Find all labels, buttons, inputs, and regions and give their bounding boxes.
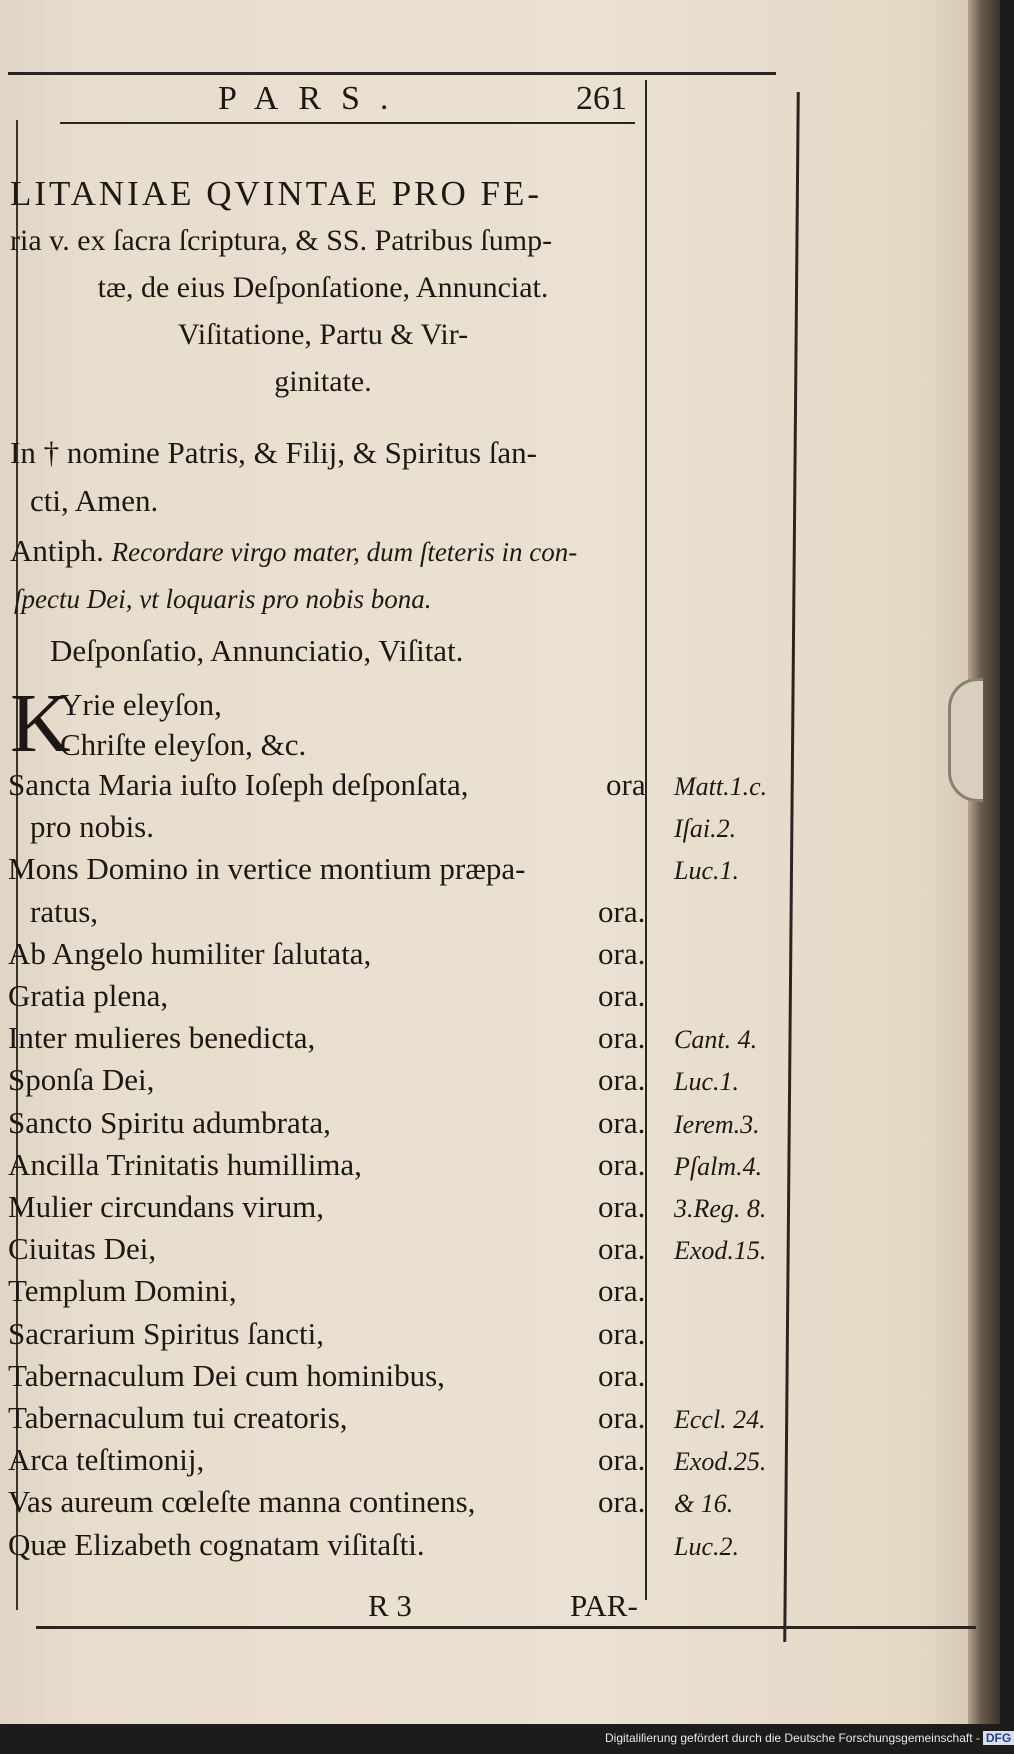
litany-line-text: Sancta Maria iuſto Ioſeph deſponſata, [8,767,469,802]
title-line: tæ, de eius Deſponſatione, Annunciat. [97,271,549,304]
header-rule [60,122,635,124]
top-rule [8,72,776,75]
litany-line-text: Vas aureum cœleſte manna continens, [8,1484,476,1519]
marginal-citation: Matt.1.c. [674,772,768,801]
litany-line-text: Sacrarium Spiritus ſancti, [8,1316,324,1351]
title-line: Viſitatione, Partu & Vir- [177,318,469,351]
ora-response: ora. [598,1105,646,1140]
litany-line-text: Sancto Spiritu adumbrata, [8,1105,331,1140]
ora-response: ora. [598,978,646,1013]
running-title: PARS. [218,80,409,117]
ora-response: ora. [598,894,646,929]
litany-line-text: Inter mulieres benedicta, [8,1020,316,1055]
catchword: PAR- [570,1588,638,1623]
ora-response: ora. [598,936,646,971]
antiphon-text: Recordare virgo mater, dum ſteteris in con- [111,537,578,567]
marginal-citation: Ierem.3. [674,1110,760,1139]
kyrie-line: Chriſte eleyſon, &c. [60,727,307,762]
frame-right-rule [783,92,800,1642]
marginal-citation: Exod.25. [674,1447,767,1476]
kyrie-line: Yrie eleyſon, [60,687,222,722]
marginal-citation: Luc.1. [674,1067,739,1096]
ora-response: ora. [598,1316,646,1351]
litany-title [10,170,636,405]
page-number: 261 [576,80,627,117]
bottom-rule [36,1626,976,1629]
ora-response: ora. [598,1189,646,1224]
litany-line-text: Ancilla Trinitatis humillima, [8,1147,362,1182]
litany-line-text: Sponſa Dei, [8,1062,155,1097]
litany-line-text: Ab Angelo humiliter ſalutata, [8,936,372,971]
page-edge [968,0,1000,1724]
ora-response: ora. [598,1020,646,1055]
ora-response: ora [606,767,646,802]
signature-mark: R 3 [368,1588,412,1623]
title-line: ria v. ex ſacra ſcriptura, & SS. Patribus ſump- [10,224,553,257]
digitization-credit [605,1731,1014,1745]
marginal-citation: 3.Reg. 8. [674,1194,767,1223]
marginal-citation: Luc.1. [674,856,739,885]
litany-line-text: Ciuitas Dei, [8,1231,157,1266]
litany-line-text: pro nobis. [30,809,154,844]
marginal-citation: Luc.2. [674,1532,739,1561]
ora-response: ora. [598,1231,646,1266]
litany-line-text: Mulier circundans virum, [8,1189,324,1224]
marginal-citation: Eccl. 24. [674,1405,766,1434]
invocation-line: In † nomine Patris, & Filij, & Spiritus ſan- [10,435,537,470]
litany-line-text: Tabernaculum Dei cum hominibus, [8,1358,445,1393]
litany-line-text: Mons Domino in vertice montium præpa- [8,851,526,886]
invocation-line: cti, Amen. [30,483,159,518]
litany-line-text: Arca teſtimonij, [8,1442,205,1477]
antiphon-line [10,532,577,571]
title-line: LITANIAE QVINTAE PRO FE- [10,174,543,213]
marginal-citation: Pſalm.4. [674,1152,763,1181]
book-clasp [948,678,983,802]
ora-response: ora. [598,1442,646,1477]
drop-capital: K [10,677,71,770]
ora-response: ora. [598,1147,646,1182]
title-line: ginitate. [274,365,372,398]
digitization-text: Digitaliſierung gefördert durch die Deutsche Forschungsgemeinschaft - [605,1731,980,1745]
antiphon-line: ſpectu Dei, vt loquaris pro nobis bona. [14,584,432,614]
litany-line-text: Tabernaculum tui creatoris, [8,1400,348,1435]
ora-response: ora. [598,1400,646,1435]
litany-line-text: Quæ Elizabeth cognatam viſitaſti. [8,1527,425,1562]
section-subheading: Deſponſatio, Annunciatio, Viſitat. [50,633,464,668]
marginal-citation: Cant. 4. [674,1025,758,1054]
dfg-logo: DFG [983,1731,1014,1745]
litany-line-text: ratus, [30,894,99,929]
litany-line-text: Templum Domini, [8,1273,237,1308]
marginal-citation: Iſai.2. [674,814,737,843]
antiphon-label: Antiph. [10,533,104,568]
ora-response: ora. [598,1358,646,1393]
ora-response: ora. [598,1273,646,1308]
ora-response: ora. [598,1484,646,1519]
ora-response: ora. [598,1062,646,1097]
marginal-citation: Exod.15. [674,1236,767,1265]
litany-line-text: Gratia plena, [8,978,169,1013]
marginal-citation: & 16. [674,1489,734,1518]
